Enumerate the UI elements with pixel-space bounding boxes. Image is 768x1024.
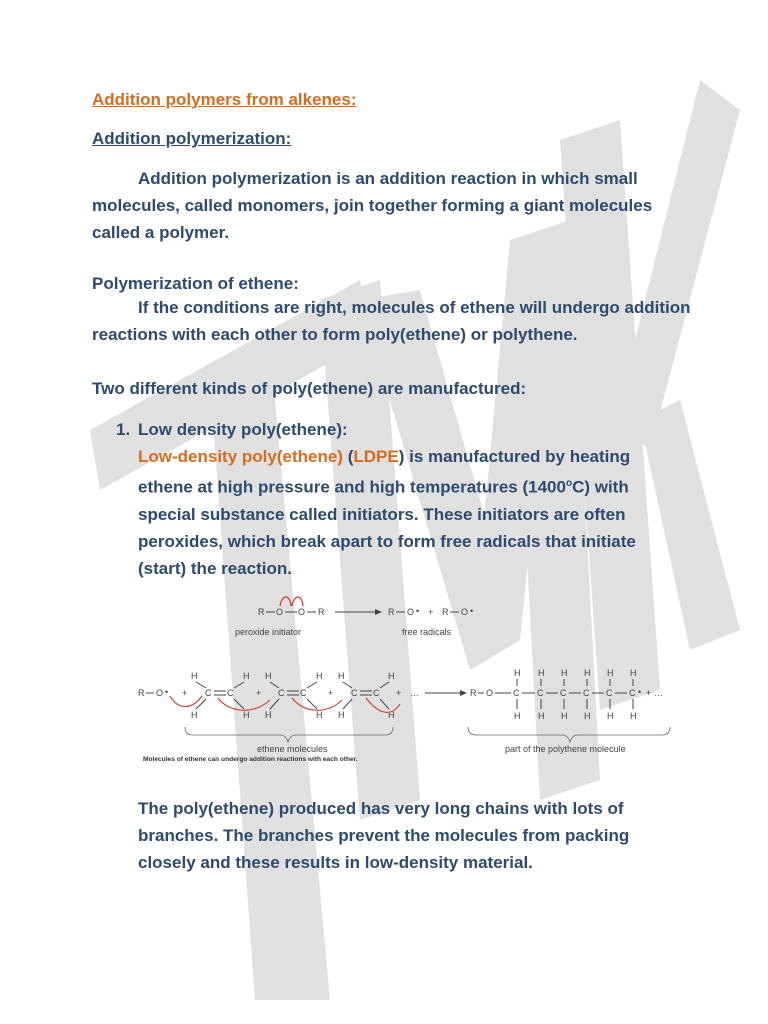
ldpe-text-b: C) with special substance called initiators. These initiators are often peroxides, which break apart to form free radicals that initiate (start) the reaction.: [138, 477, 636, 578]
svg-text:C: C: [513, 688, 520, 698]
peroxide-label: peroxide initiator: [235, 627, 302, 637]
svg-text:H: H: [265, 671, 272, 681]
main-heading: Addition polymers from alkenes:: [92, 90, 357, 109]
ethene-molecule-2: [265, 671, 323, 720]
svg-text:H: H: [388, 671, 395, 681]
intro-paragraph: Addition polymerization is an addition reaction in which small molecules, called monomers, join together forming a giant molecules called a polymer.: [92, 169, 653, 242]
ldpe-text-a: ) is manufactured by heating ethene at high pressure and high temperatures (1400: [138, 447, 631, 497]
svg-text:H: H: [607, 711, 614, 721]
svg-text:H: H: [514, 711, 521, 721]
o-atom-4: O: [461, 607, 469, 617]
r-left-atom: R: [258, 607, 265, 617]
svg-text:C: C: [606, 688, 613, 698]
radical-dot-1: •: [416, 606, 420, 616]
svg-text:H: H: [265, 710, 272, 720]
svg-text:H: H: [607, 668, 614, 678]
r-right-atom: R: [318, 607, 325, 617]
plus-sign-4: +: [328, 688, 334, 698]
o-atom-1: O: [276, 607, 284, 617]
svg-text:H: H: [243, 710, 250, 720]
svg-text:R: R: [470, 688, 477, 698]
plus-sign-5: +: [396, 688, 402, 698]
svg-text:…: …: [654, 688, 663, 698]
svg-text:C: C: [560, 688, 567, 698]
svg-text:H: H: [388, 710, 395, 720]
sub-heading: Addition polymerization:: [92, 129, 292, 148]
plus-sign-1: +: [428, 607, 434, 617]
o-atom-5: O: [156, 688, 164, 698]
two-kinds-line: Two different kinds of poly(ethene) are manufactured:: [92, 379, 527, 398]
r-atom-4: R: [442, 607, 449, 617]
svg-text:H: H: [243, 671, 250, 681]
svg-text:H: H: [316, 710, 323, 720]
ldpe-term: Low-density poly(ethene): [138, 447, 343, 466]
list-number: 1.: [116, 420, 131, 439]
closing-paragraph: The poly(ethene) produced has very long chains with lots of branches. The branches prevent the molecules from packing closely and these results in low-density material.: [138, 799, 630, 872]
svg-text:C: C: [583, 688, 590, 698]
r-atom-5: R: [138, 688, 145, 698]
radical-dot-2: •: [470, 606, 474, 616]
list-item-title: Low density poly(ethene):: [138, 420, 348, 439]
o-atom-3: O: [407, 607, 415, 617]
svg-text:H: H: [338, 671, 345, 681]
plus-sign-3: +: [256, 688, 262, 698]
svg-text:H: H: [191, 671, 198, 681]
svg-text:•: •: [638, 687, 642, 697]
ellipsis-1: …: [410, 688, 419, 698]
svg-text:C: C: [278, 688, 285, 698]
ethene-molecule-1: [191, 671, 250, 720]
svg-text:C: C: [205, 688, 212, 698]
ldpe-paragraph: [138, 443, 683, 582]
svg-text:H: H: [538, 711, 545, 721]
svg-text:C: C: [227, 688, 234, 698]
svg-text:H: H: [538, 668, 545, 678]
diagram-caption: Molecules of ethene can undergo addition reactions with each other.: [143, 756, 358, 763]
ldpe-abbr: LDPE: [353, 447, 399, 466]
svg-text:H: H: [338, 710, 345, 720]
plus-sign-2: +: [182, 688, 188, 698]
o-atom-2: O: [298, 607, 306, 617]
free-radicals-label: free radicals: [402, 627, 452, 637]
ethene-heading: Polymerization of ethene:: [92, 274, 299, 293]
svg-text:H: H: [630, 668, 637, 678]
paren: (: [347, 447, 354, 466]
polymerization-diagram: [130, 592, 690, 767]
svg-text:H: H: [514, 668, 521, 678]
svg-text:C: C: [351, 688, 358, 698]
ethene-molecules-label: ethene molecules: [257, 744, 328, 754]
svg-text:C: C: [300, 688, 307, 698]
svg-text:H: H: [630, 711, 637, 721]
r-atom-3: R: [388, 607, 395, 617]
degree-sign: o: [565, 478, 573, 489]
polythene-label: part of the polythene molecule: [505, 744, 626, 754]
svg-text:O: O: [486, 688, 494, 698]
svg-text:C: C: [629, 688, 636, 698]
svg-text:H: H: [561, 668, 568, 678]
radical-dot-3: •: [165, 687, 169, 697]
svg-text:H: H: [561, 711, 568, 721]
svg-text:C: C: [373, 688, 380, 698]
svg-text:C: C: [537, 688, 544, 698]
ethene-paragraph: If the conditions are right, molecules of ethene will undergo addition reactions with each other to form poly(ethene) or polythene.: [92, 298, 691, 344]
svg-text:H: H: [584, 711, 591, 721]
svg-text:H: H: [191, 710, 198, 720]
polythene-chain: [470, 668, 663, 721]
svg-text:H: H: [584, 668, 591, 678]
svg-text:H: H: [316, 671, 323, 681]
svg-text:+: +: [646, 688, 652, 698]
